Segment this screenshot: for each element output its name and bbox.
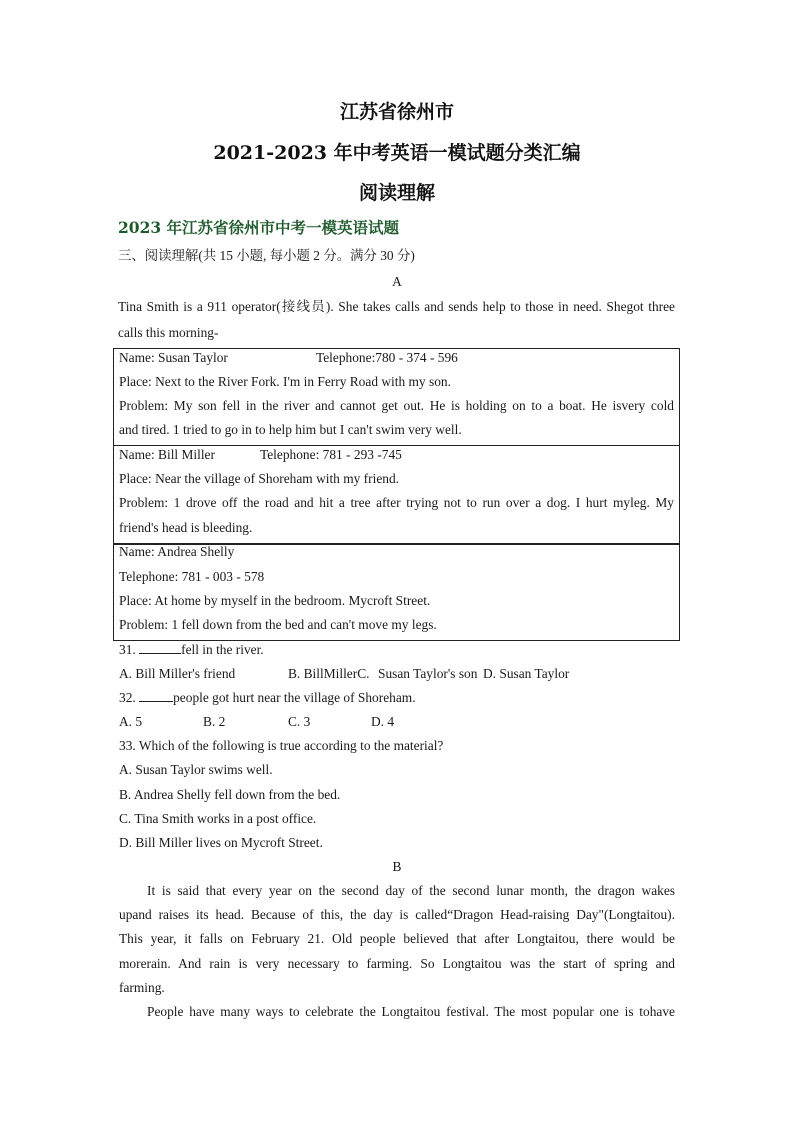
- q32-option-c: C. 3: [288, 714, 311, 729]
- q31-option-a: A. Bill Miller's friend: [119, 666, 236, 681]
- q31-option-d: D. Susan Taylor: [483, 666, 570, 681]
- call-1-problem: Problem: My son fell in the river and cannot get out. He is holding on to a boat. He isvery cold: [119, 398, 674, 413]
- question-33: 33. Which of the following is true according to the material?: [119, 738, 444, 753]
- call-2-problem: Problem: 1 drove off the road and hit a tree after trying not to run over a dog. I hurt myleg. My: [119, 495, 674, 510]
- question-number: 31.: [119, 642, 136, 657]
- passage-b-letter: B: [392, 859, 402, 874]
- question-text: people got hurt near the village of Shoreham.: [173, 690, 416, 705]
- q33-option-d: D. Bill Miller lives on Mycroft Street.: [119, 835, 323, 850]
- passage-b-paragraph-line: It is said that every year on the second day of the second lunar month, the dragon wakes: [147, 883, 675, 898]
- call-1-telephone: Telephone:780 - 374 - 596: [316, 350, 458, 365]
- q31-option-c: Susan Taylor's son: [378, 666, 478, 681]
- call-3-problem: Problem: 1 fell down from the bed and can't move my legs.: [119, 617, 437, 632]
- call-2-telephone: Telephone: 781 - 293 -745: [260, 447, 402, 462]
- call-2-name: Name: Bill Miller: [119, 447, 215, 462]
- passage-b-paragraph-line: farming.: [119, 980, 165, 995]
- section-heading: 2023 年江苏省徐州市中考一模英语试题: [118, 218, 400, 237]
- call-1-place: Place: Next to the River Fork. I'm in Ferry Road with my son.: [119, 374, 451, 389]
- q33-option-c: C. Tina Smith works in a post office.: [119, 811, 317, 826]
- q31-option-b: B. BillMillerC.: [288, 666, 370, 681]
- q32-option-d: D. 4: [371, 714, 395, 729]
- call-1-name: Name: Susan Taylor: [119, 350, 228, 365]
- call-3-name: Name: Andrea Shelly: [119, 544, 235, 559]
- call-2-place: Place: Near the village of Shoreham with my friend.: [119, 471, 400, 486]
- document-title-topic: 阅读理解: [358, 182, 435, 204]
- passage-a-letter: A: [392, 274, 402, 289]
- question-31: [119, 641, 264, 659]
- call-1-problem-cont: and tired. 1 tried to go in to help him but I can't swim very well.: [119, 422, 462, 437]
- call-2-problem-cont: friend's head is bleeding.: [119, 520, 253, 535]
- passage-b-paragraph-line: This year, it falls on February 21. Old people believed that after Longtaitou, there would be: [119, 931, 675, 946]
- q32-option-a: A. 5: [119, 714, 143, 729]
- document-title-collection: 2021-2023 年中考英语一模试题分类汇编: [213, 142, 581, 164]
- answer-blank: [139, 641, 181, 654]
- passage-a-intro-line: Tina Smith is a 911 operator(接线员). She takes calls and sends help to those in need. Shegot three: [118, 299, 675, 314]
- question-32: [119, 689, 416, 707]
- q33-option-a: A. Susan Taylor swims well.: [119, 762, 273, 777]
- document-title-region: 江苏省徐州市: [339, 101, 454, 123]
- passage-a-intro-line: calls this morning-: [118, 325, 219, 340]
- call-3-place: Place: At home by myself in the bedroom. Mycroft Street.: [119, 593, 431, 608]
- passage-b-paragraph-line: upand raises its head. Because of this, the day is called“Dragon Head-raising Day"(Longtaitou).: [119, 907, 675, 922]
- q32-option-b: B. 2: [203, 714, 226, 729]
- passage-b-paragraph-line: People have many ways to celebrate the Longtaitou festival. The most popular one is tohave: [147, 1004, 675, 1019]
- call-3-telephone: Telephone: 781 - 003 - 578: [119, 569, 265, 584]
- question-text: fell in the river.: [181, 642, 264, 657]
- passage-b-paragraph-line: morerain. And rain is very necessary to farming. So Longtaitou was the start of spring and: [119, 956, 675, 971]
- q33-option-b: B. Andrea Shelly fell down from the bed.: [119, 787, 341, 802]
- part-label: 三、阅读理解(共 15 小题, 每小题 2 分。满分 30 分): [118, 248, 415, 263]
- question-number: 32.: [119, 690, 136, 705]
- answer-blank: [139, 689, 173, 702]
